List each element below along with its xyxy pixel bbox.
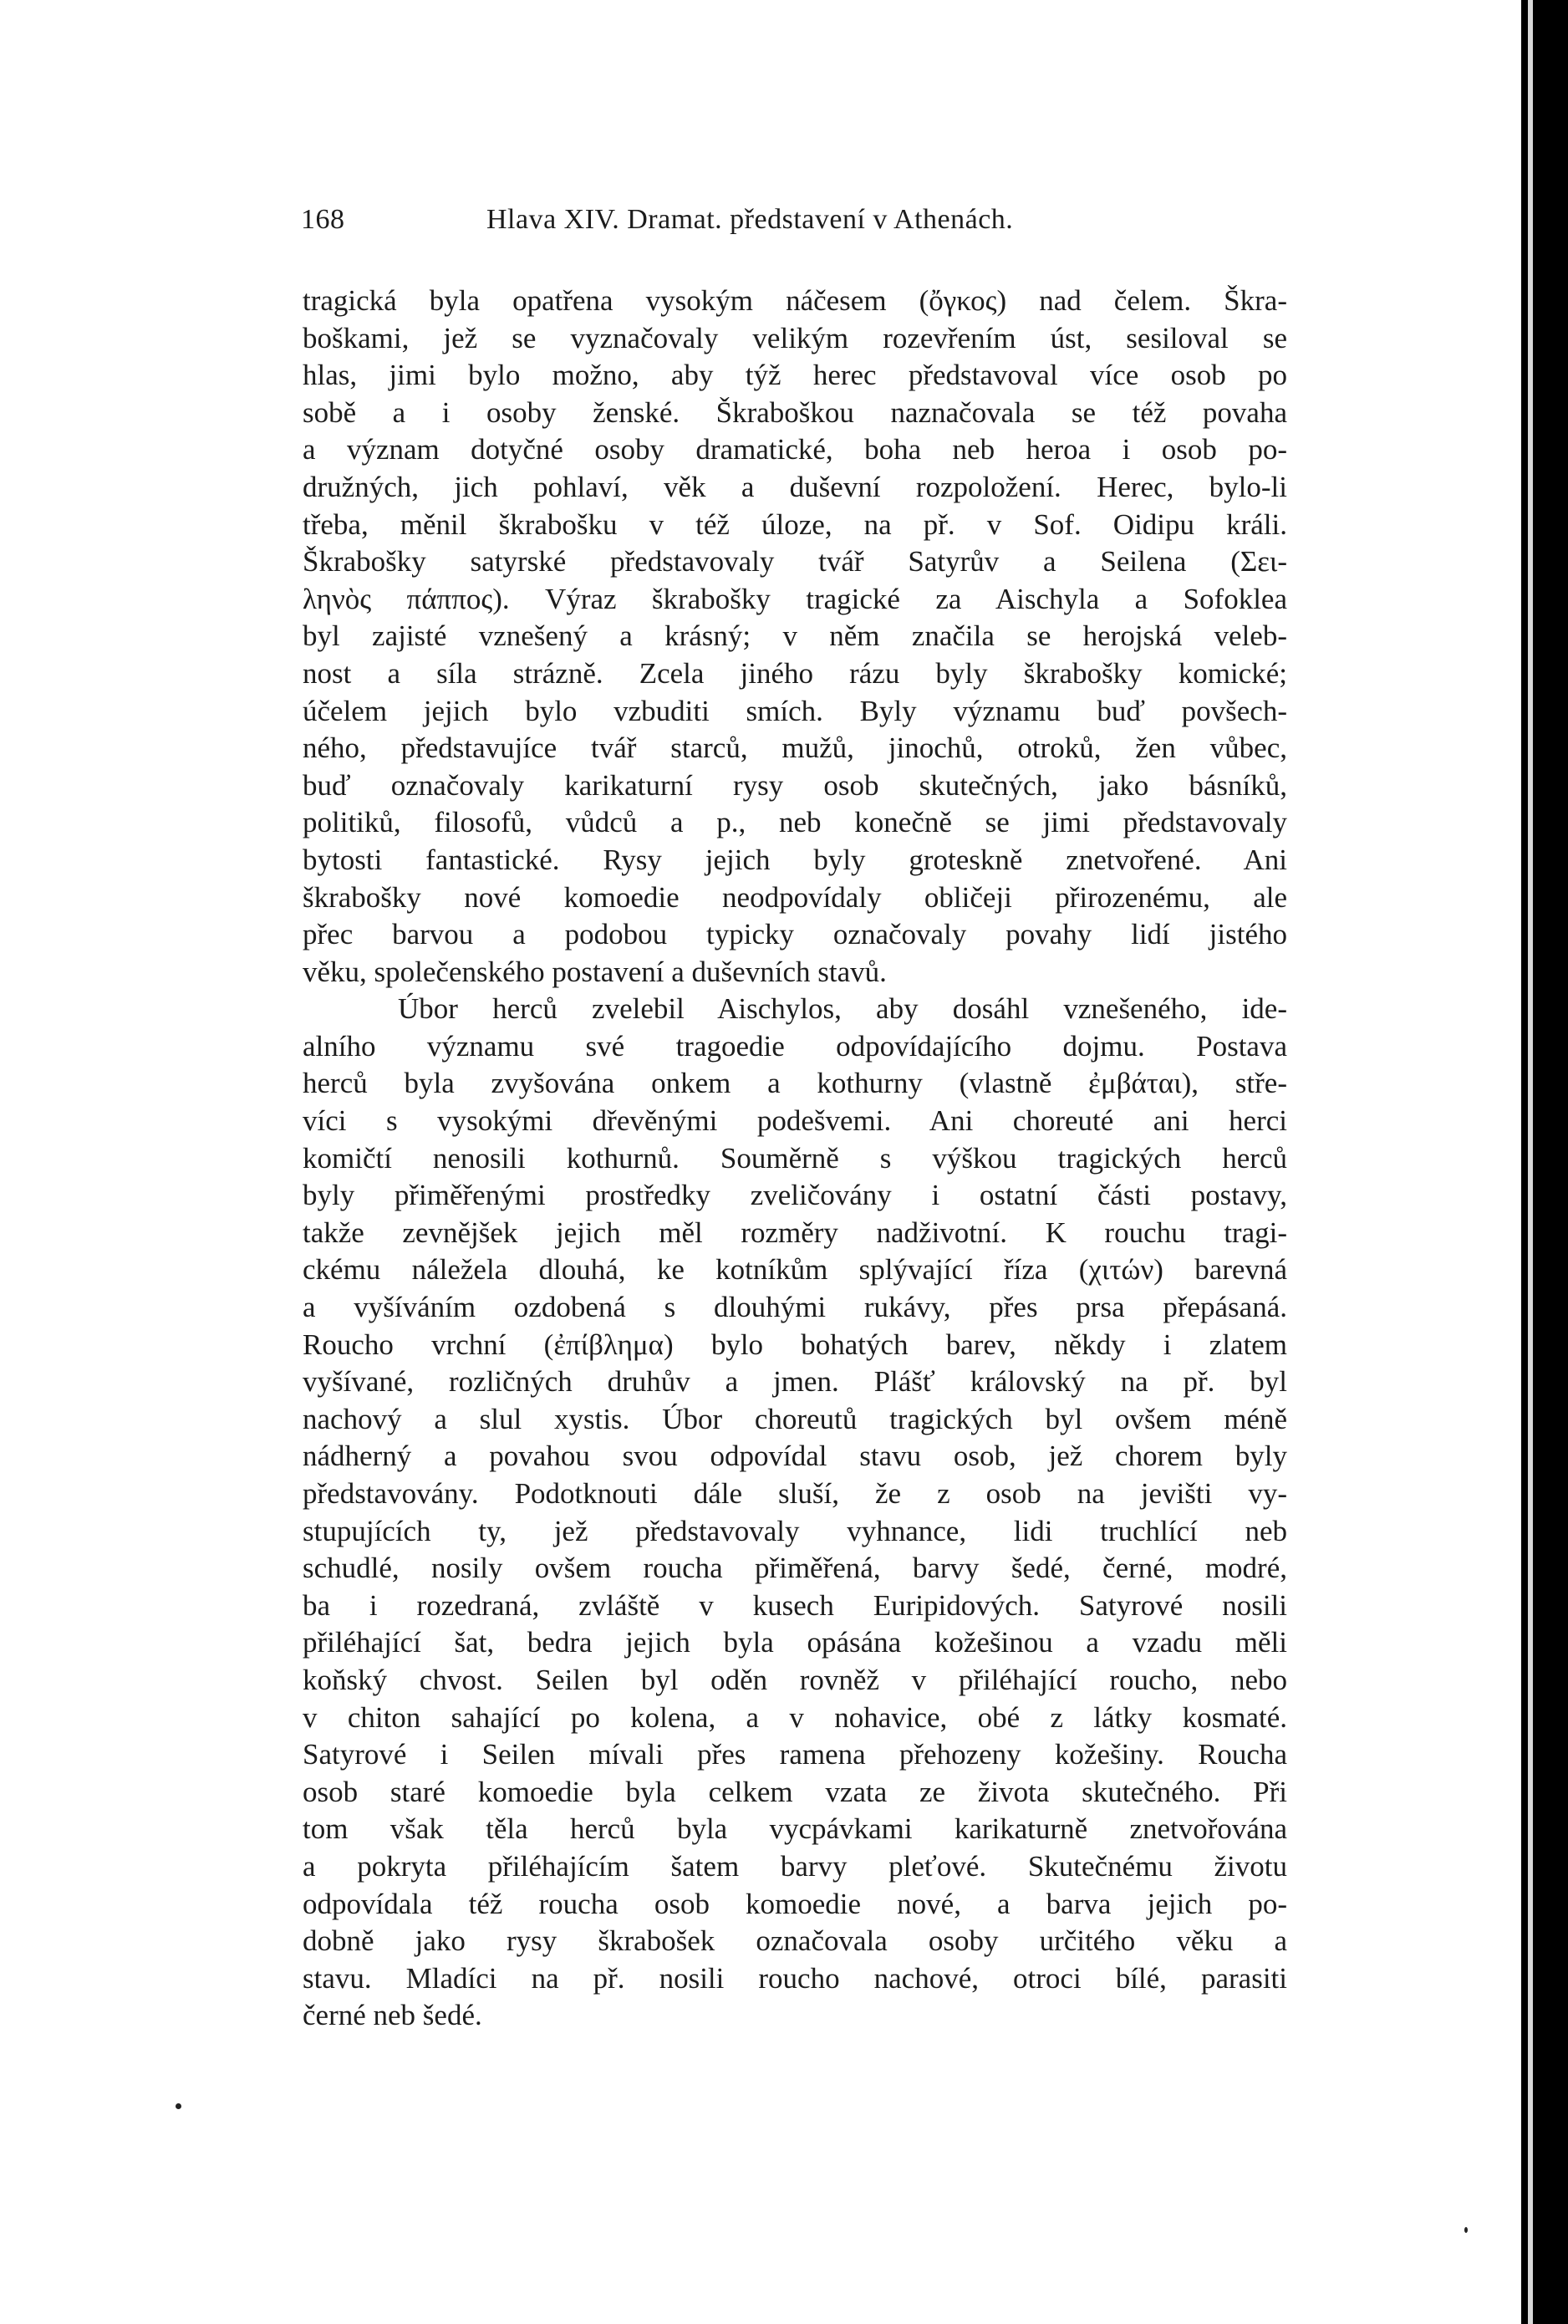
text-line: buď označovaly karikaturní rysy osob skutečných, jako básníků, xyxy=(303,768,1287,802)
text-line: věku, společenského postavení a duševních stavů. xyxy=(303,955,887,988)
scan-speck xyxy=(176,2103,181,2109)
text-line: třeba, měnil škrabošku v též úloze, na př. v Sof. Oidipu králi. xyxy=(303,507,1287,541)
text-line: škrabošky nové komoedie neodpovídaly obličeji přirozenému, ale xyxy=(303,880,1287,914)
page-header xyxy=(301,204,1304,246)
text-line: nost a síla strázně. Zcela jiného rázu byly škrabošky komické; xyxy=(303,656,1287,690)
text-line: schudlé, nosily ovšem roucha přiměřená, barvy šedé, černé, modré, xyxy=(303,1552,1287,1585)
page-number: 168 xyxy=(301,204,345,235)
text-line: odpovídala též roucha osob komoedie nové, a barva jejich po- xyxy=(303,1887,1287,1920)
text-line: sobě a i osoby ženské. Škraboškou naznačovala se též povaha xyxy=(303,395,1287,429)
text-line: koňský chvost. Seilen byl oděn rovněž v přiléhající roucho, nebo xyxy=(303,1663,1287,1696)
text-line: vyšívané, rozličných druhův a jmen. Plášť královský na př. byl xyxy=(303,1365,1287,1399)
text-line: Úbor herců zvelebil Aischylos, aby dosáhl vznešeného, ide- xyxy=(398,992,1287,1026)
text-line: nachový a slul xystis. Úbor choreutů tragických byl ovšem méně xyxy=(303,1402,1287,1435)
text-line: herců byla zvyšována onkem a kothurny (vlastně ἐμβάται), stře- xyxy=(303,1067,1287,1100)
text-line: ληνὸς πάππος). Výraz škrabošky tragické za Aischyla a Sofoklea xyxy=(303,582,1287,615)
text-line: Roucho vrchní (ἐπίβλημα) bylo bohatých barev, někdy i zlatem xyxy=(303,1328,1287,1361)
text-line: politiků, filosofů, vůdců a p., neb konečně se jimi představovaly xyxy=(303,806,1287,839)
text-line: představovány. Podotknouti dále sluší, že z osob na jevišti vy- xyxy=(303,1477,1287,1510)
text-line: a význam dotyčné osoby dramatické, boha neb heroa i osob po- xyxy=(303,433,1287,466)
text-line: nádherný a povahou svou odpovídal stavu osob, jež chorem byly xyxy=(303,1440,1287,1473)
text-line: byl zajisté vznešený a krásný; v něm značila se herojská veleb- xyxy=(303,619,1287,653)
text-line: přec barvou a podobou typicky označovaly povahy lidí jistého xyxy=(303,918,1287,951)
text-line: bytosti fantastické. Rysy jejich byly groteskně znetvořené. Ani xyxy=(303,843,1287,876)
text-line: ného, představujíce tvář starců, mužů, jinochů, otroků, žen vůbec, xyxy=(303,731,1287,765)
text-line: černé neb šedé. xyxy=(303,1999,482,2032)
text-line: a pokryta přiléhajícím šatem barvy pleťové. Skutečnému životu xyxy=(303,1849,1287,1883)
scan-speck xyxy=(1464,2227,1468,2233)
text-line: družných, jich pohlaví, věk a duševní rozpoložení. Herec, bylo-li xyxy=(303,470,1287,503)
text-line: stupujících ty, jež představovaly vyhnance, lidi truchlící neb xyxy=(303,1514,1287,1547)
text-line: takže zevnějšek jejich měl rozměry nadživotní. K rouchu tragi- xyxy=(303,1216,1287,1249)
running-title: Hlava XIV. Dramat. představení v Athenách. xyxy=(486,204,1014,235)
text-line: komičtí nenosili kothurnů. Souměrně s výškou tragických herců xyxy=(303,1141,1287,1175)
text-line: stavu. Mladíci na př. nosili roucho nachové, otroci bílé, parasiti xyxy=(303,1961,1287,1995)
text-line: v chiton sahající po kolena, a v nohavice, obé z látky kosmaté. xyxy=(303,1700,1287,1734)
text-line: ckému náležela dlouhá, ke kotníkům splývající říza (χιτών) barevná xyxy=(303,1253,1287,1287)
text-line: hlas, jimi bylo možno, aby týž herec představoval více osob po xyxy=(303,359,1287,392)
text-line: osob staré komoedie byla celkem vzata ze života skutečného. Při xyxy=(303,1775,1287,1808)
text-line: Satyrové i Seilen mívali přes ramena přehozeny kožešiny. Roucha xyxy=(303,1738,1287,1771)
text-line: přiléhající šat, bedra jejich byla opásána kožešinou a vzadu měli xyxy=(303,1626,1287,1659)
text-line: alního významu své tragoedie odpovídajícího dojmu. Postava xyxy=(303,1029,1287,1063)
text-line: a vyšíváním ozdobená s dlouhými rukávy, přes prsa přepásaná. xyxy=(303,1291,1287,1324)
text-line: Škrabošky satyrské představovaly tvář Satyrův a Seilena (Σει- xyxy=(303,545,1287,578)
text-line: účelem jejich bylo vzbuditi smích. Byly významu buď povšech- xyxy=(303,694,1287,727)
text-line: tom však těla herců byla vycpávkami karikaturně znetvořována xyxy=(303,1812,1287,1846)
scan-edge-border xyxy=(1521,0,1568,2324)
body-text xyxy=(303,283,1287,2035)
text-line: byly přiměřenými prostředky zveličovány i ostatní části postavy, xyxy=(303,1179,1287,1212)
text-line: tragická byla opatřena vysokým náčesem (ὄγκος) nad čelem. Škra- xyxy=(303,284,1287,317)
text-line: ba i rozedraná, zvláště v kusech Euripidových. Satyrové nosili xyxy=(303,1588,1287,1622)
text-line: víci s vysokými dřevěnými podešvemi. Ani choreuté ani herci xyxy=(303,1104,1287,1138)
text-line: boškami, jež se vyznačovaly velikým rozevřením úst, sesiloval se xyxy=(303,321,1287,354)
text-line: dobně jako rysy škrabošek označovala osoby určitého věku a xyxy=(303,1924,1287,1958)
